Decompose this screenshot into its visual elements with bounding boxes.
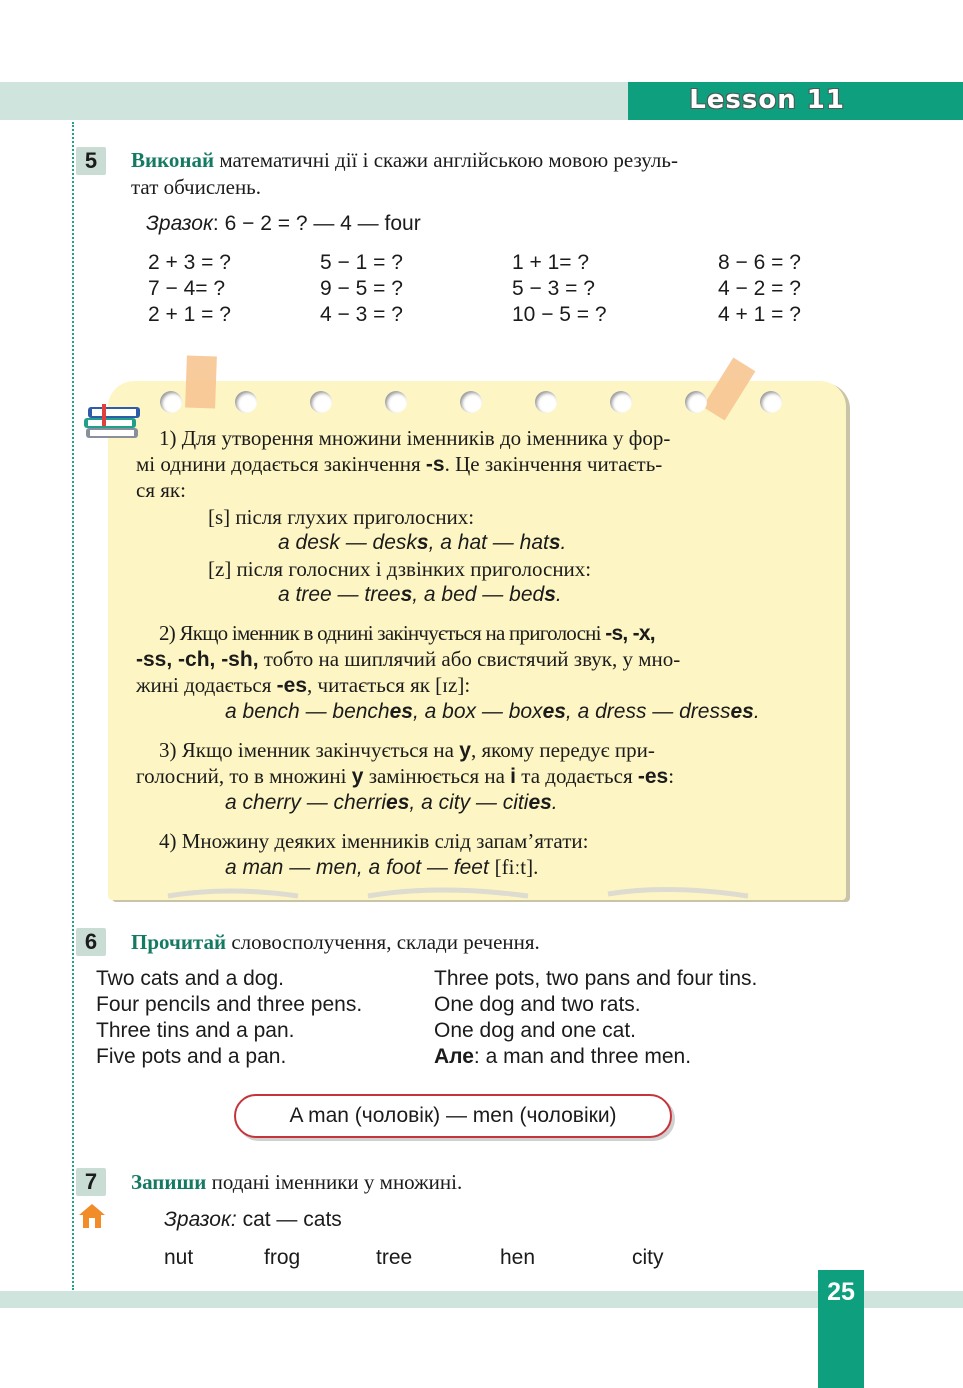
math-item: 10 − 5 = ? — [512, 303, 607, 326]
exercise-7-instruction — [131, 1169, 462, 1196]
ex-ending: s — [544, 583, 556, 606]
binder-hole — [310, 391, 332, 413]
math-item: 5 − 1 = ? — [320, 251, 403, 274]
margin-dotted-line — [72, 122, 74, 1290]
lesson-title: Lesson 11 — [689, 85, 845, 115]
note-p3-line2 — [136, 764, 674, 789]
note-p4-line1: 4) Множину деяких іменників слід запам’ятати: — [159, 829, 589, 853]
books-icon — [82, 404, 144, 442]
letter-i: i — [510, 765, 517, 788]
math-item: 7 − 4= ? — [148, 277, 226, 300]
ex-ending: s — [400, 583, 413, 606]
binder-hole — [460, 391, 482, 413]
note-z-example — [278, 583, 562, 607]
exercise-5-sample — [146, 212, 421, 236]
text: . Це закінчення читаєть- — [444, 452, 663, 476]
torn-edge — [108, 880, 846, 902]
note-p2-line1 — [159, 621, 655, 646]
math-item: 1 + 1= ? — [512, 251, 590, 274]
text: тобто на шиплячий або свистячий звук, у мно- — [258, 647, 681, 671]
text: подані іменники у множині. — [206, 1170, 463, 1194]
exercise-5-number: 5 — [76, 147, 106, 175]
text: мі однини додається закінчення — [136, 452, 426, 476]
text: , якому передує при- — [470, 738, 655, 762]
but-word: Але — [434, 1045, 474, 1068]
lesson-banner — [628, 82, 963, 120]
text: : a man and three men. — [473, 1045, 692, 1068]
note-s-example — [278, 531, 566, 555]
note-p2-line3 — [136, 673, 470, 698]
math-item: 4 + 1 = ? — [718, 303, 801, 326]
math-item: 4 − 2 = ? — [718, 277, 801, 300]
word-item: frog — [264, 1246, 301, 1269]
sample-text: cat — cats — [236, 1208, 342, 1231]
note-s-rule: [s] після глухих приголосних: — [208, 505, 475, 529]
ex-part: , a hat — hat — [428, 531, 549, 554]
binder-hole — [760, 391, 782, 413]
text: голосний, то в множині — [136, 764, 352, 788]
ex-ending: s — [548, 531, 561, 554]
note-z-rule: [z] після голосних і дзвінких приголосних: — [208, 557, 592, 581]
exercise-6-instruction — [131, 929, 540, 956]
binder-hole — [535, 391, 557, 413]
text: , читається як [ɪz]: — [307, 673, 471, 697]
note-p3-example — [225, 791, 558, 815]
exercise-7-sample — [164, 1208, 342, 1232]
endings: -s, -x, — [605, 622, 655, 645]
home-icon — [78, 1203, 106, 1229]
note-p3-line1 — [159, 738, 655, 763]
phrase-right: One dog and two rats. — [434, 993, 641, 1016]
math-item: 5 − 3 = ? — [512, 277, 595, 300]
ending-es: -es — [637, 765, 669, 788]
phrase-left: Four pencils and three pens. — [96, 993, 363, 1016]
sample-text: : 6 − 2 = ? — 4 — four — [212, 212, 421, 235]
page-number-tab — [818, 1270, 864, 1388]
phrase-left: Five pots and a pan. — [96, 1045, 287, 1068]
ex-part: , a dress — dress — [565, 700, 731, 723]
ex-part: a man — men, a foot — feet — [225, 856, 495, 879]
word-item: city — [632, 1246, 664, 1269]
math-item: 8 − 6 = ? — [718, 251, 801, 274]
ipa-transcription: [fiːt]. — [494, 855, 539, 879]
exercise-7-keyword: Запиши — [131, 1170, 207, 1194]
binder-hole — [610, 391, 632, 413]
letter-y: y — [351, 765, 364, 788]
sample-label: Зразок — [146, 212, 213, 235]
text: словосполучення, склади речення. — [226, 930, 540, 954]
note-p2-line2 — [136, 647, 680, 672]
word-item: nut — [164, 1246, 194, 1269]
phrase-right: One dog and one cat. — [434, 1019, 636, 1042]
text: 3) Якщо іменник закінчується на — [159, 738, 460, 762]
endings: -ss, -ch, -sh, — [136, 648, 259, 671]
exercise-7-number: 7 — [76, 1168, 106, 1196]
ending-es: -es — [276, 674, 308, 697]
phrase-left: Three tins and a pan. — [96, 1019, 295, 1042]
ex-part: a tree — tree — [278, 583, 401, 606]
ex-ending: es — [528, 791, 552, 814]
ex-part: , a box — box — [412, 700, 543, 723]
ex-part: a bench — bench — [225, 700, 390, 723]
text: та додається — [516, 764, 638, 788]
math-item: 9 − 5 = ? — [320, 277, 403, 300]
ex-ending: es — [730, 700, 754, 723]
text: 2) Якщо іменник в однині закінчується на приголосні — [159, 621, 606, 645]
tape-left — [185, 355, 217, 408]
note-p1-line2 — [136, 452, 662, 477]
man-men-callout: A man (чоловік) — men (чоловіки) — [234, 1094, 672, 1138]
ex-part: . — [753, 700, 760, 723]
ex-part: a desk — desk — [278, 531, 417, 554]
exercise-5-line2: тат обчислень. — [131, 175, 262, 199]
math-item: 4 − 3 = ? — [320, 303, 403, 326]
exercise-5-keyword: Виконай — [131, 148, 215, 172]
ex-part: , a city — citi — [409, 791, 529, 814]
ex-ending: s — [416, 531, 429, 554]
binder-hole — [685, 391, 707, 413]
page-number: 25 — [827, 1278, 855, 1306]
note-p1-line3: ся як: — [136, 478, 186, 502]
text: замінюється на — [363, 764, 511, 788]
note-p2-example — [225, 700, 760, 724]
binder-hole — [235, 391, 257, 413]
word-item: tree — [376, 1246, 413, 1269]
sample-label: Зразок: — [164, 1208, 237, 1231]
note-p4-example — [225, 855, 538, 880]
phrase-left: Two cats and a dog. — [96, 967, 284, 990]
math-item: 2 + 1 = ? — [148, 303, 231, 326]
binder-hole — [160, 391, 182, 413]
phrase-right-last — [434, 1045, 691, 1069]
note-p1-line1: 1) Для утворення множини іменників до іменника у фор- — [159, 426, 671, 450]
text: : — [668, 764, 675, 788]
exercise-6-number: 6 — [76, 928, 106, 956]
ex-ending: es — [542, 700, 566, 723]
ex-ending: es — [389, 700, 413, 723]
exercise-5-line1: математичні дії і скажи англійською мовою резуль- — [214, 148, 678, 172]
word-item: hen — [500, 1246, 536, 1269]
ex-part: . — [555, 583, 562, 606]
ex-part: a cherry — cherri — [225, 791, 387, 814]
letter-y: y — [459, 739, 471, 762]
ending-s: -s — [425, 453, 445, 476]
phrase-right: Three pots, two pans and four tins. — [434, 967, 758, 990]
ex-ending: es — [386, 791, 410, 814]
math-item: 2 + 3 = ? — [148, 251, 231, 274]
ex-part: , a bed — bed — [412, 583, 545, 606]
ex-part: . — [551, 791, 558, 814]
exercise-5-instruction — [131, 147, 678, 201]
ex-part: . — [560, 531, 567, 554]
binder-hole — [385, 391, 407, 413]
exercise-6-keyword: Прочитай — [131, 930, 227, 954]
text: жині додається — [136, 673, 277, 697]
